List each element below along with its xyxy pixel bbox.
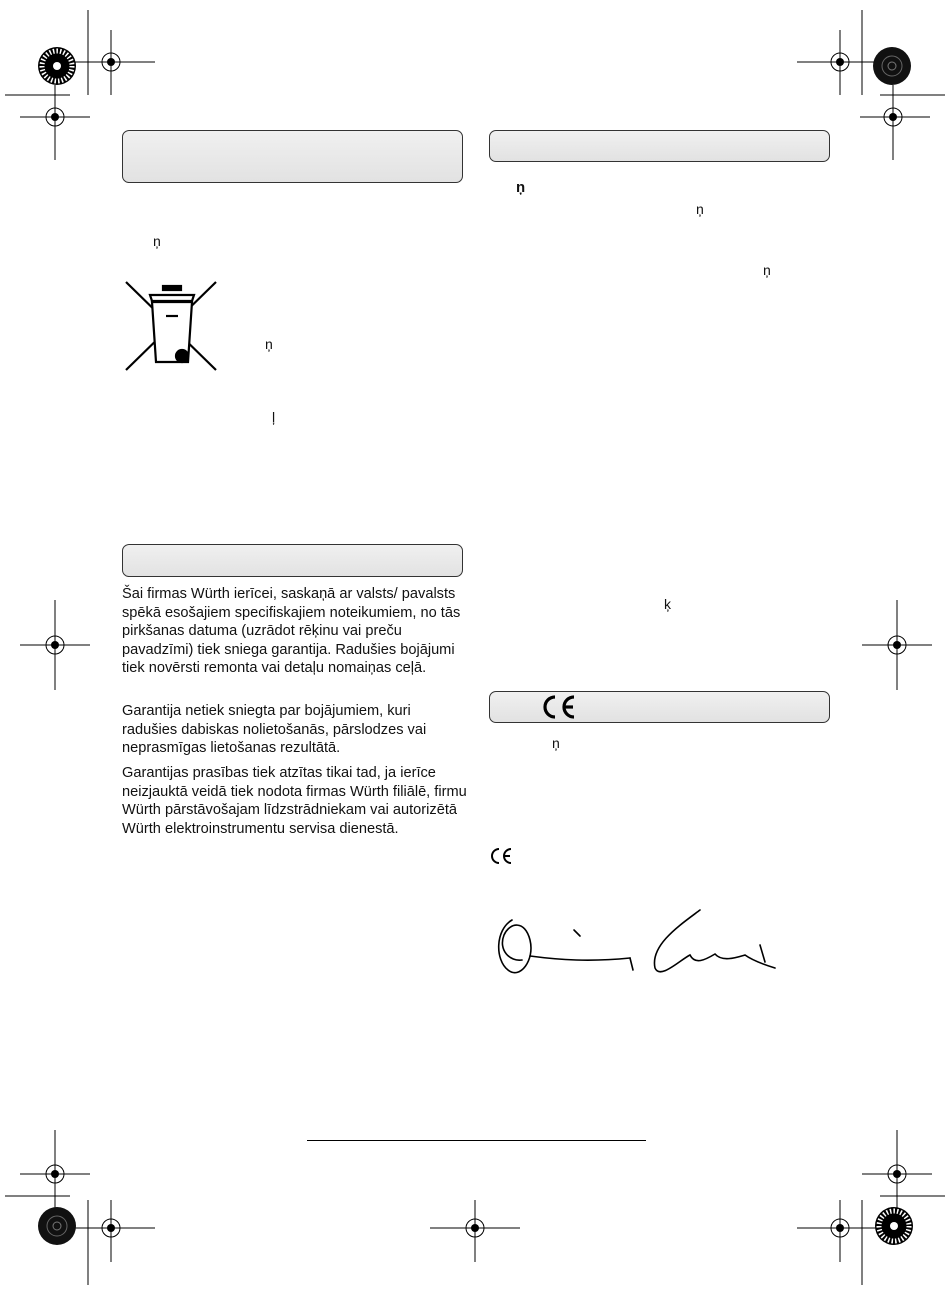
text-fragment: ķ (664, 596, 671, 612)
text-fragment: ņ (763, 262, 771, 278)
text-fragment: ļ (272, 409, 276, 425)
warranty-header (122, 544, 463, 577)
disposal-header (122, 130, 463, 183)
signature (490, 900, 790, 990)
text-fragment: ņ (696, 201, 704, 217)
footer-rule (307, 1140, 646, 1141)
warranty-paragraph-3: Garantijas prasības tiek atzītas tikai tad, ja ierīce neizjauktā veidā tiek nodota firmas Würth filiālē, firmu Würth pārstāvošajam līdzstrādniekam vai autorizētā Würth elektroinstrumentu servisa dienestā. (122, 765, 467, 837)
crossed-out-wheelie-bin-icon (122, 278, 222, 378)
ce-mark-icon (540, 694, 580, 720)
warranty-paragraph-1: Šai firmas Würth ierīcei, saskaņā ar valsts/ pavalsts spēkā esošajiem specifiskajiem noteikumiem, no tās pirkšanas datuma (uzrādot rēķinu vai preču pavadzīmi) tiek sniega garantija. Radušies bojājumi tiek novērsti remonta vai detaļu nomaiņas ceļā. (122, 586, 461, 677)
warranty-paragraph-2: Garantija netiek sniegta par bojājumiem, kuri radušies dabiskas nolietošanās, pārslodzes vai neprasmīgas lietošanas rezultātā. (122, 703, 427, 757)
ce-mark-icon (489, 847, 515, 865)
ce-conformity-header (489, 691, 830, 723)
text-fragment: ņ (265, 336, 273, 352)
text-fragment: ņ (552, 735, 560, 751)
text-fragment: ņ (516, 179, 526, 196)
right-top-header (489, 130, 830, 162)
text-fragment: ņ (153, 233, 161, 249)
